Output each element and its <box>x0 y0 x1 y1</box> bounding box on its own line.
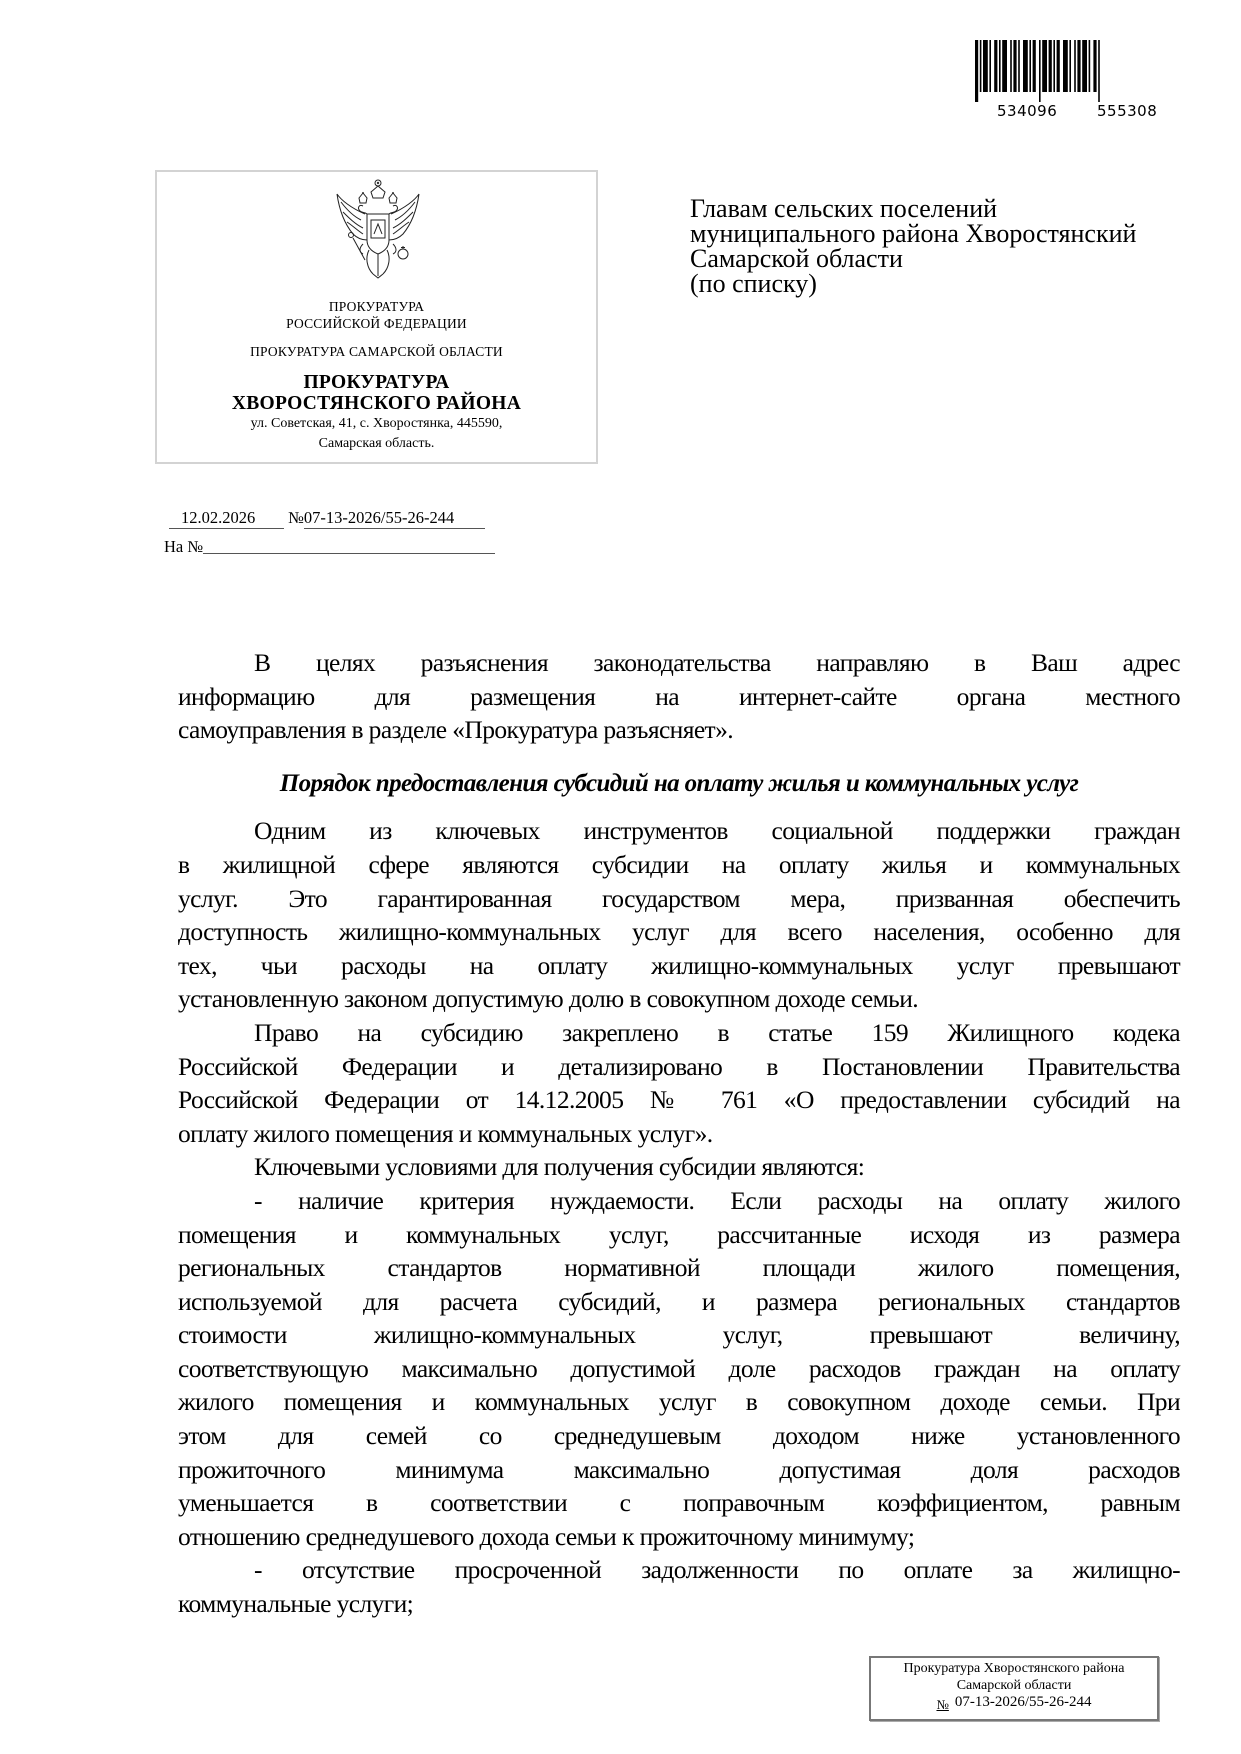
text-line: Российской Федерации и детализировано в Постановлении Правительства <box>178 1051 1180 1081</box>
recipient-block <box>690 196 1136 296</box>
letterhead-title-2: ХВОРОСТЯНСКОГО РАЙОНА <box>231 393 522 414</box>
text-line: жилого помещения и коммунальных услуг в совокупном доходе семьи. При <box>178 1387 1180 1417</box>
text-line: стоимости жилищно-коммунальных услуг, превышают величину, <box>178 1320 1180 1350</box>
text-line: - наличие критерия нуждаемости. Если расходы на оплату жилого <box>254 1185 1180 1215</box>
reply-to-label: На № <box>164 537 204 556</box>
body-paragraph <box>178 814 1180 1016</box>
text-line: Одним из ключевых инструментов социальной поддержки граждан <box>254 816 1180 846</box>
barcode-bar <box>1013 40 1016 92</box>
text-line: самоуправления в разделе «Прокуратура разъясняет». <box>178 715 734 745</box>
intro-paragraph <box>178 646 1180 747</box>
barcode-bar <box>1033 40 1036 92</box>
body-paragraph <box>178 1016 1180 1150</box>
stamp-line-2: Самарской области <box>956 1678 1072 1693</box>
text-line: уменьшается в соответствии с поправочным коэффициентом, равным <box>178 1488 1180 1518</box>
barcode-left-number: 534096 <box>997 102 1058 120</box>
letterhead-line-1: ПРОКУРАТУРА <box>328 299 425 314</box>
text-line: этом для семей со среднедушевым доходом ниже установленного <box>178 1421 1180 1451</box>
registration-line <box>169 508 485 529</box>
barcode-bar <box>1010 40 1012 92</box>
barcode-bar <box>1023 40 1028 92</box>
recipient-line: муниципального района Хворостянский <box>690 219 1137 248</box>
text-line: помещения и коммунальных услуг, рассчитанные исходя из размера <box>178 1219 1180 1249</box>
letterhead <box>155 170 598 464</box>
text-line: установленную законом допустимую долю в совокупном доходе семьи. <box>178 984 919 1014</box>
barcode-right-number: 555308 <box>1097 102 1158 120</box>
text-line: региональных стандартов нормативной площади жилого помещения, <box>178 1253 1180 1283</box>
text-line: Российской Федерации от 14.12.2005 № 761 «О предоставлении субсидий на <box>178 1085 1180 1115</box>
barcode-bar <box>1057 40 1060 92</box>
text-line: прожиточного минимума максимально допустимая доля расходов <box>178 1454 1180 1484</box>
body-paragraph <box>178 1553 1180 1620</box>
barcode-bar <box>999 40 1001 92</box>
registration-number: 07-13-2026/55-26-244 <box>304 508 485 529</box>
barcode-bar <box>1098 40 1100 102</box>
text-line: тех, чьи расходы на оплату жилищно-коммунальных услуг превышают <box>178 950 1180 980</box>
text-line: В целях разъяснения законодательства направляю в Ваш адрес <box>254 648 1180 677</box>
letter-body <box>178 646 1180 1621</box>
text-line: Ключевыми условиями для получения субсидии являются: <box>254 1152 865 1182</box>
text-line: коммунальные услуги; <box>178 1589 414 1619</box>
barcode-bars <box>975 40 1185 102</box>
text-line: Право на субсидию закреплено в статье 159 Жилищного кодека <box>254 1017 1180 1047</box>
barcode-bar <box>1002 40 1007 92</box>
barcode-bar <box>983 40 988 92</box>
barcode-bar <box>1053 40 1055 92</box>
barcode-bar <box>1069 40 1071 92</box>
recipient-line: Самарской области <box>690 244 903 273</box>
stamp-number-sign: № <box>936 1697 949 1712</box>
text-line: используемой для расчета субсидий, и размера региональных стандартов <box>178 1286 1180 1316</box>
text-line: оплату жилого помещения и коммунальных услуг». <box>178 1118 713 1148</box>
letterhead-address-2: Самарская область. <box>318 436 435 451</box>
barcode-bar <box>1039 40 1041 102</box>
text-line: отношению среднедушевого дохода семьи к прожиточному минимуму; <box>178 1521 915 1551</box>
text-line: доступность жилищно-коммунальных услуг для всего населения, особенно для <box>178 917 1180 947</box>
barcode-bar <box>1093 40 1096 92</box>
text-line: в жилищной сфере являются субсидии на оплату жилья и коммунальных <box>178 849 1180 879</box>
reply-to-blank <box>203 537 495 554</box>
text-line: услуг. Это гарантированная государством мера, призванная обеспечить <box>178 883 1180 913</box>
barcode <box>975 40 1185 118</box>
recipient-line: Главам сельских поселений <box>690 194 998 223</box>
registration-stamp <box>869 1656 1159 1721</box>
article-paragraphs <box>178 814 1180 1620</box>
barcode-bar <box>1063 40 1068 92</box>
barcode-bar <box>1082 40 1087 92</box>
barcode-bar <box>1029 40 1031 92</box>
text-line: информацию для размещения на интернет-сайте органа местного <box>178 681 1180 711</box>
barcode-bar <box>1042 40 1047 92</box>
russian-coat-of-arms-icon <box>329 178 427 280</box>
body-paragraph <box>178 1184 1180 1554</box>
letterhead-line-2: РОССИЙСКОЙ ФЕДЕРАЦИИ <box>286 316 467 331</box>
barcode-bar <box>975 40 978 102</box>
barcode-bar <box>1049 40 1052 92</box>
text-line: соответствующую максимально допустимой доле расходов граждан на оплату <box>178 1353 1180 1383</box>
letterhead-address-1: ул. Советская, 41, с. Хворостянка, 445590, <box>250 416 503 431</box>
barcode-bar <box>1074 40 1076 92</box>
barcode-bar <box>980 40 982 92</box>
barcode-bar <box>1077 40 1080 92</box>
barcode-bar <box>1089 40 1091 92</box>
barcode-bar <box>994 40 997 92</box>
letterhead-line-3: ПРОКУРАТУРА САМАРСКОЙ ОБЛАСТИ <box>250 344 503 359</box>
barcode-bar <box>989 40 991 92</box>
number-sign: № <box>288 508 304 527</box>
reply-to-line <box>164 537 495 557</box>
barcode-bar <box>1018 40 1020 92</box>
stamp-line-1: Прокуратура Хворостянского района <box>903 1661 1125 1676</box>
body-paragraph <box>178 1150 1180 1184</box>
stamp-number: 07-13-2026/55-26-244 <box>954 1694 1092 1710</box>
text-line: - отсутствие просроченной задолженности по оплате за жилищно- <box>254 1555 1180 1585</box>
registration-date: 12.02.2026 <box>169 508 284 529</box>
article-heading: Порядок предоставления субсидий на оплату жилья и коммунальных услуг <box>279 769 1079 797</box>
letterhead-title-1: ПРОКУРАТУРА <box>303 372 450 393</box>
recipient-line: (по списку) <box>690 269 817 298</box>
